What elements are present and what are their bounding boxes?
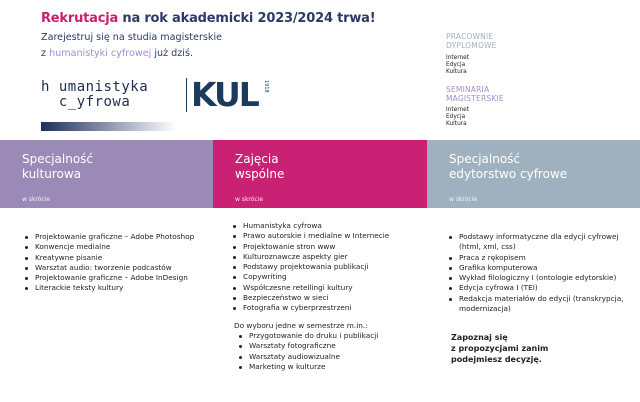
list-item: Kulturoznawcze aspekty gier	[233, 252, 425, 262]
w-skrocie-link[interactable]: w skrócie	[22, 196, 51, 203]
list-item: Projektowanie stron www	[233, 242, 425, 252]
band-edytorstwo[interactable]: Specjalność edytorstwo cyfrowe w skrócie	[427, 140, 640, 208]
pracownie-list	[446, 55, 469, 75]
seminaria-heading[interactable]: SEMINARIA MAGISTERSKIE	[446, 85, 504, 103]
edytorstwo-list	[449, 232, 635, 314]
link[interactable]: Internet	[446, 55, 470, 61]
list-item: Grafika komputerowa	[449, 263, 635, 273]
subtitle-line-2: z humanistyki cyfrowej już dziś.	[41, 48, 194, 59]
list-item: Warsztaty fotograficzne	[239, 341, 425, 351]
cta-text: Zapoznaj się z propozycjami zanim podejmiesz decyzję.	[451, 333, 549, 365]
list-item: Praca z rękopisem	[449, 253, 635, 263]
list-item: Redakcja materiałów do edycji (transkrypcja, modernizacja)	[449, 294, 635, 315]
list-item: Współczesne retellingi kultury	[233, 283, 425, 293]
list-item: Humanistyka cyfrowa	[233, 221, 425, 231]
list-item: Projektowanie graficzne – Adobe Photoshop	[25, 232, 205, 242]
link[interactable]: Kultura	[446, 68, 467, 75]
link[interactable]: Kultura	[446, 120, 467, 127]
kul-logo-group[interactable]	[186, 75, 269, 114]
list-item: Wykład filologiczny I (ontologie edytorskie)	[449, 273, 635, 283]
list-item: Warsztaty audiowizualne	[239, 352, 425, 362]
list-item: Projektowanie graficzne – Adobe InDesign	[25, 273, 205, 283]
w-skrocie-link[interactable]: w skrócie	[235, 196, 264, 203]
pracownie-heading[interactable]: PRACOWNIE DYPLOMOWE	[446, 32, 497, 50]
link[interactable]: Internet	[446, 107, 470, 113]
list-item: Konwencje medialne	[25, 242, 205, 252]
list-item: Warsztat audio: tworzenie podcastów	[25, 263, 205, 273]
link[interactable]: Edycja	[446, 113, 466, 120]
link[interactable]: Edycja	[446, 61, 466, 68]
list-item: Fotografia w cyberprzestrzeni	[233, 303, 425, 313]
humanistyka-cyfrowa-logo[interactable]: h umanistyka c_yfrowa	[41, 79, 149, 110]
list-item: Marketing w kulturze	[239, 362, 425, 372]
wspolne-list	[233, 221, 425, 314]
kul-logo[interactable]: KUL	[186, 78, 260, 112]
list-item: Przygotowanie do druku i publikacji	[239, 331, 425, 341]
band-wspolne[interactable]: Zajęcia wspólne w skrócie	[213, 140, 427, 208]
list-item: Edycja cyfrowa I (TEI)	[449, 283, 635, 293]
page-title: Rekrutacja na rok akademicki 2023/2024 trwa!	[41, 11, 376, 26]
electives-list	[239, 331, 425, 372]
list-item: Literackie teksty kultury	[25, 283, 205, 293]
w-skrocie-link[interactable]: w skrócie	[449, 196, 478, 203]
list-item: Kreatywne pisanie	[25, 253, 205, 263]
band-kulturowa[interactable]: Specjalność kulturowa w skrócie	[0, 140, 213, 208]
elective-label: Do wyboru jedne w semestrze m.in.:	[234, 320, 368, 330]
wspolne-column	[233, 221, 425, 372]
edytorstwo-column	[449, 232, 635, 365]
list-item: Prawo autorskie i medialne w Internecie	[233, 231, 425, 241]
seminaria-list	[446, 107, 469, 127]
kulturowa-list	[25, 232, 205, 294]
list-item: Podstawy informatyczne dla edycji cyfrowej (html, xml, css)	[449, 232, 635, 253]
list-item: Podstawy projektowania publikacji	[233, 262, 425, 272]
list-item: Bezpieczeństwo w sieci	[233, 293, 425, 303]
gradient-bar	[41, 122, 176, 131]
list-item: Copywriting	[233, 272, 425, 282]
kul-year: 1918	[262, 80, 269, 93]
subtitle-line-1: Zarejestruj się na studia magisterskie	[41, 32, 223, 43]
